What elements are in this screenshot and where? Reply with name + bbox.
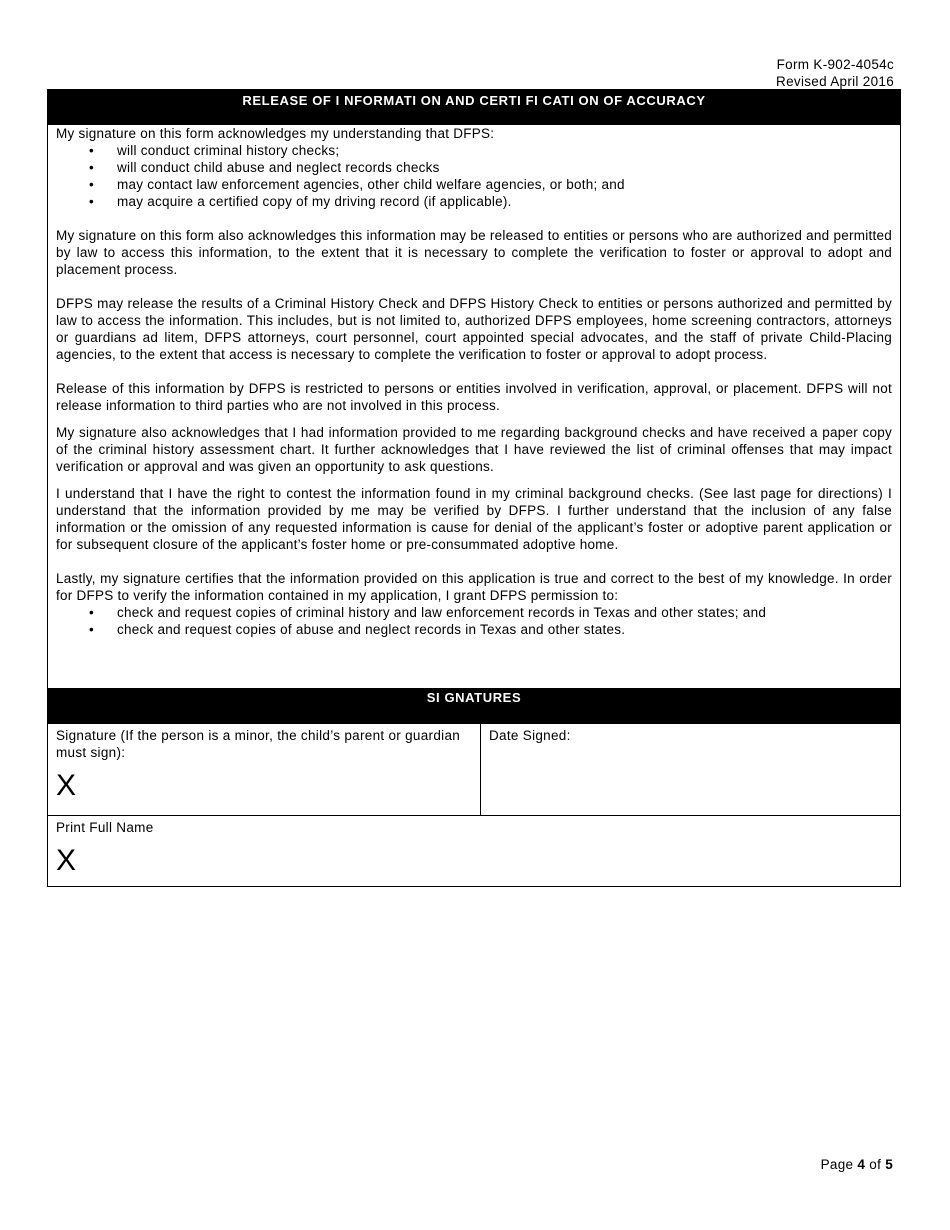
final-bullet-list [56, 604, 892, 638]
of-word: of [869, 1157, 882, 1172]
paragraph-release-results: DFPS may release the results of a Criminal History Check and DFPS History Check to entities or persons authorized and permitted by law to access the information. This includes, but is not limited to, authorized DFPS employees, home screening contractors, attorneys or guardians ad litem, DFPS attorneys, court personnel, court appointed special advocates, and the staff of private Child-Placing agencies, to the extent that access is necessary to complete the verification to foster or approval to adopt process. [56, 296, 892, 362]
list-item: • may acquire a certified copy of my driving record (if applicable). [117, 193, 892, 210]
paragraph-certification: Lastly, my signature certifies that the information provided on this application is true and correct to the best of my knowledge. In order for DFPS to verify the information contained in my application, I grant DFPS permission to: [56, 571, 892, 603]
signature-label: Signature (If the person is a minor, the child’s parent or guardian must sign): [56, 728, 461, 760]
page-current: 4 [857, 1157, 866, 1172]
intro-text: My signature on this form acknowledges my understanding that DFPS: [56, 126, 495, 141]
paragraph-background-checks: My signature also acknowledges that I had information provided to me regarding background checks and have received a paper copy of the criminal history assessment chart. It further acknowledges that I have reviewed the list of criminal offenses that may impact verification or approval and was given an opportunity to ask questions. [56, 425, 892, 474]
page-total: 5 [885, 1157, 893, 1172]
print-name-field[interactable] [48, 815, 900, 888]
signature-x-mark: X [56, 769, 77, 802]
signatures-section-title: SI GNATURES [48, 688, 900, 724]
paragraph-right-to-contest: I understand that I have the right to contest the information found in my criminal background checks. (See last page for directions) I understand that the information provided by me may be verified by DFPS. I further understand that the inclusion of any false information or the omission of any requested information is cause for denial of the applicant’s foster or adoptive parent application or for subsequent closure of the applicant’s foster home or pre-consummated adoptive home. [56, 486, 892, 552]
list-item: • check and request copies of abuse and neglect records in Texas and other states. [117, 621, 892, 638]
list-item: • check and request copies of criminal history and law enforcement records in Texas and other states; and [117, 604, 892, 621]
signature-field[interactable] [48, 724, 481, 815]
intro-bullet-list [56, 142, 892, 210]
list-item: • will conduct child abuse and neglect records checks [117, 159, 892, 176]
print-name-label: Print Full Name [56, 820, 154, 835]
form-identifier [776, 56, 894, 90]
form-box [47, 89, 901, 887]
list-item: • may contact law enforcement agencies, other child welfare agencies, or both; and [117, 176, 892, 193]
release-section-title: RELEASE OF I NFORMATI ON AND CERTI FI CATI ON OF ACCURACY [48, 90, 900, 125]
print-name-x-mark: X [56, 844, 77, 877]
paragraph-release-authorized: My signature on this form also acknowledges this information may be released to entities or persons who are authorized and permitted by law to access this information, to the extent that it is necessary to complete the verification to foster or approval to adopt and placement process. [56, 228, 892, 277]
page-word: Page [820, 1157, 854, 1172]
signature-row [48, 724, 900, 815]
date-signed-label: Date Signed: [489, 728, 571, 743]
date-signed-field[interactable] [481, 724, 900, 815]
release-section-body [48, 125, 900, 638]
page-number [821, 1157, 893, 1172]
list-item: • will conduct criminal history checks; [117, 142, 892, 159]
revision-date: Revised April 2016 [776, 74, 894, 89]
form-number: Form K-902-4054c [776, 57, 894, 72]
paragraph-release-restricted: Release of this information by DFPS is restricted to persons or entities involved in verification, approval, or placement. DFPS will not release information to third parties who are not involved in this process. [56, 381, 892, 413]
